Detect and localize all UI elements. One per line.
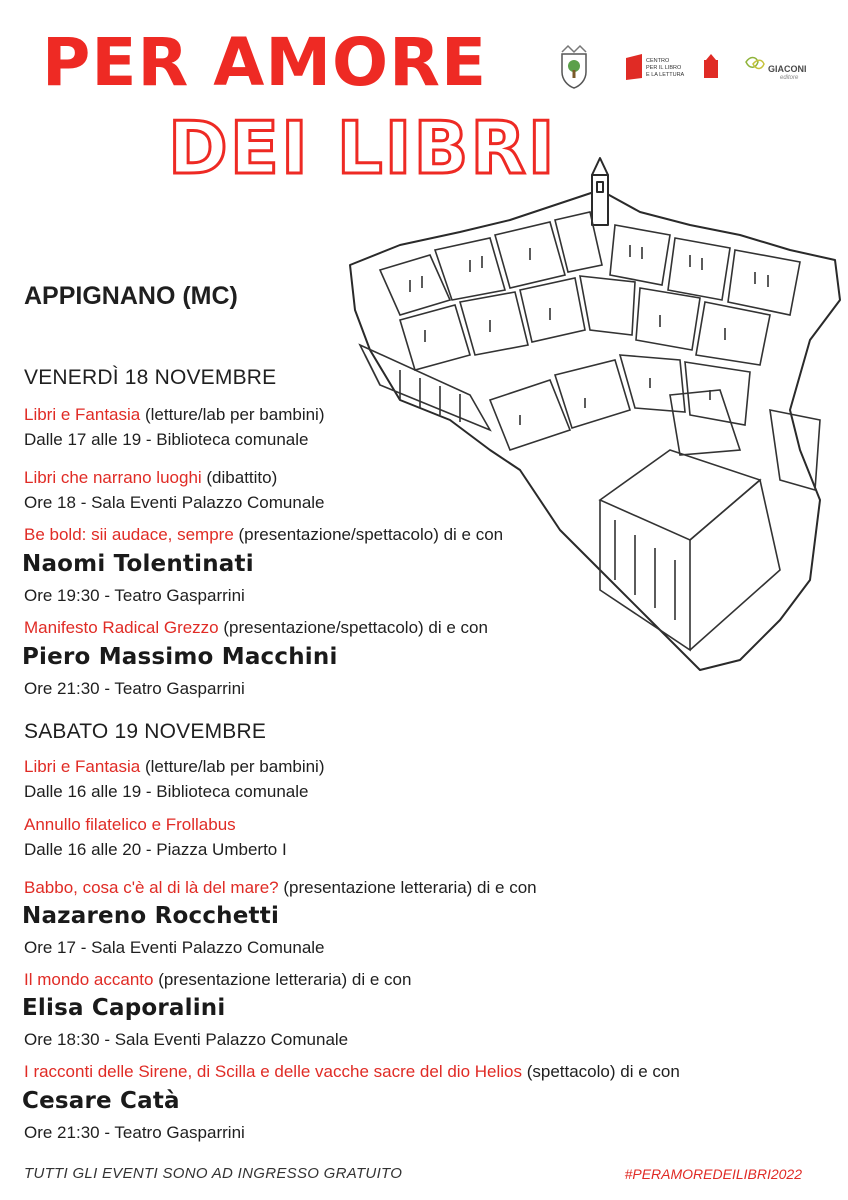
event-title: Il mondo accanto bbox=[24, 970, 154, 989]
event-time: Ore 21:30 bbox=[24, 679, 100, 698]
event-time-line bbox=[24, 586, 245, 606]
event-time: Dalle 17 alle 19 bbox=[24, 430, 142, 449]
event-place: - Sala Eventi Palazzo Comunale bbox=[75, 938, 325, 957]
svg-text:E LA LETTURA: E LA LETTURA bbox=[646, 72, 685, 78]
footer-free-entry: TUTTI GLI EVENTI SONO AD INGRESSO GRATUITO bbox=[24, 1165, 403, 1182]
event-title: Libri e Fantasia bbox=[24, 757, 141, 776]
event-desc: (presentazione letteraria) di e con bbox=[278, 878, 537, 897]
event-title: Be bold: sii audace, sempre bbox=[24, 525, 234, 544]
event-time-line bbox=[24, 679, 245, 699]
title-line-2: DEI LIBRI bbox=[168, 106, 557, 190]
event-place: - Teatro Gasparrini bbox=[99, 586, 245, 605]
giaconi-logo-text: GIACONI bbox=[768, 64, 807, 74]
event-person: Nazareno Rocchetti bbox=[22, 903, 280, 929]
event-place: - Sala Eventi Palazzo Comunale bbox=[99, 1030, 349, 1049]
event-time-line bbox=[24, 493, 325, 513]
centro-logo-text: PER IL LIBRO bbox=[646, 65, 682, 71]
event-place: - Sala Eventi Palazzo Comunale bbox=[75, 493, 325, 512]
event-title-line bbox=[24, 815, 236, 835]
event-time: Dalle 16 alle 19 bbox=[24, 782, 142, 801]
event-desc: (letture/lab per bambini) bbox=[140, 405, 325, 424]
event-time: Ore 18 bbox=[24, 493, 76, 512]
event-time-line bbox=[24, 430, 308, 450]
event-title: I racconti delle Sirene, di Scilla e delle vacche sacre del dio Helios bbox=[24, 1062, 522, 1081]
event-time-line bbox=[24, 1030, 348, 1050]
town-heading: APPIGNANO (MC) bbox=[24, 282, 238, 310]
event-person: Cesare Catà bbox=[22, 1088, 180, 1114]
event-time-line bbox=[24, 938, 325, 958]
event-place: - Biblioteca comunale bbox=[141, 782, 309, 801]
event-time: Ore 18:30 bbox=[24, 1030, 100, 1049]
event-title-line bbox=[24, 618, 488, 638]
event-desc: (spettacolo) di e con bbox=[521, 1062, 680, 1081]
event-title-line bbox=[24, 878, 537, 898]
day-heading-friday: VENERDÌ 18 NOVEMBRE bbox=[24, 366, 277, 389]
day-heading-saturday: SABATO 19 NOVEMBRE bbox=[24, 720, 267, 743]
event-title-line bbox=[24, 757, 325, 777]
event-desc: (letture/lab per bambini) bbox=[140, 757, 325, 776]
event-time-line bbox=[24, 1123, 245, 1143]
event-person: Naomi Tolentinati bbox=[22, 551, 254, 577]
event-place: - Piazza Umberto I bbox=[141, 840, 287, 859]
event-title: Manifesto Radical Grezzo bbox=[24, 618, 219, 637]
event-title: Babbo, cosa c'è al di là del mare? bbox=[24, 878, 279, 897]
event-title: Annullo filatelico e Frollabus bbox=[24, 815, 236, 834]
event-title: Libri e Fantasia bbox=[24, 405, 141, 424]
event-time-line bbox=[24, 782, 308, 802]
event-title-line bbox=[24, 1062, 680, 1082]
footer-hashtag: #PERAMOREDEILIBRI2022 bbox=[624, 1166, 802, 1182]
giaconi-logo-subtext: editore bbox=[780, 75, 799, 81]
event-title-line bbox=[24, 405, 325, 425]
sponsor-logos bbox=[556, 44, 816, 94]
event-desc: (presentazione letteraria) di e con bbox=[153, 970, 412, 989]
event-title-line bbox=[24, 525, 503, 545]
event-place: - Biblioteca comunale bbox=[141, 430, 309, 449]
event-title: Libri che narrano luoghi bbox=[24, 468, 202, 487]
event-person: Piero Massimo Macchini bbox=[22, 644, 338, 670]
event-desc: (dibattito) bbox=[201, 468, 278, 487]
svg-text:CENTRO: CENTRO bbox=[646, 58, 670, 64]
event-time: Ore 21:30 bbox=[24, 1123, 100, 1142]
event-title-line bbox=[24, 468, 277, 488]
title-line-1: PER AMORE bbox=[42, 24, 488, 101]
event-desc: (presentazione/spettacolo) di e con bbox=[233, 525, 504, 544]
event-title-line bbox=[24, 970, 411, 990]
event-time: Ore 19:30 bbox=[24, 586, 100, 605]
event-time: Dalle 16 alle 20 bbox=[24, 840, 142, 859]
event-place: - Teatro Gasparrini bbox=[99, 1123, 245, 1142]
event-time: Ore 17 bbox=[24, 938, 76, 957]
event-desc: (presentazione/spettacolo) di e con bbox=[218, 618, 488, 637]
town-illustration bbox=[340, 150, 848, 680]
event-person: Elisa Caporalini bbox=[22, 995, 226, 1021]
event-time-line bbox=[24, 840, 287, 860]
event-place: - Teatro Gasparrini bbox=[99, 679, 245, 698]
